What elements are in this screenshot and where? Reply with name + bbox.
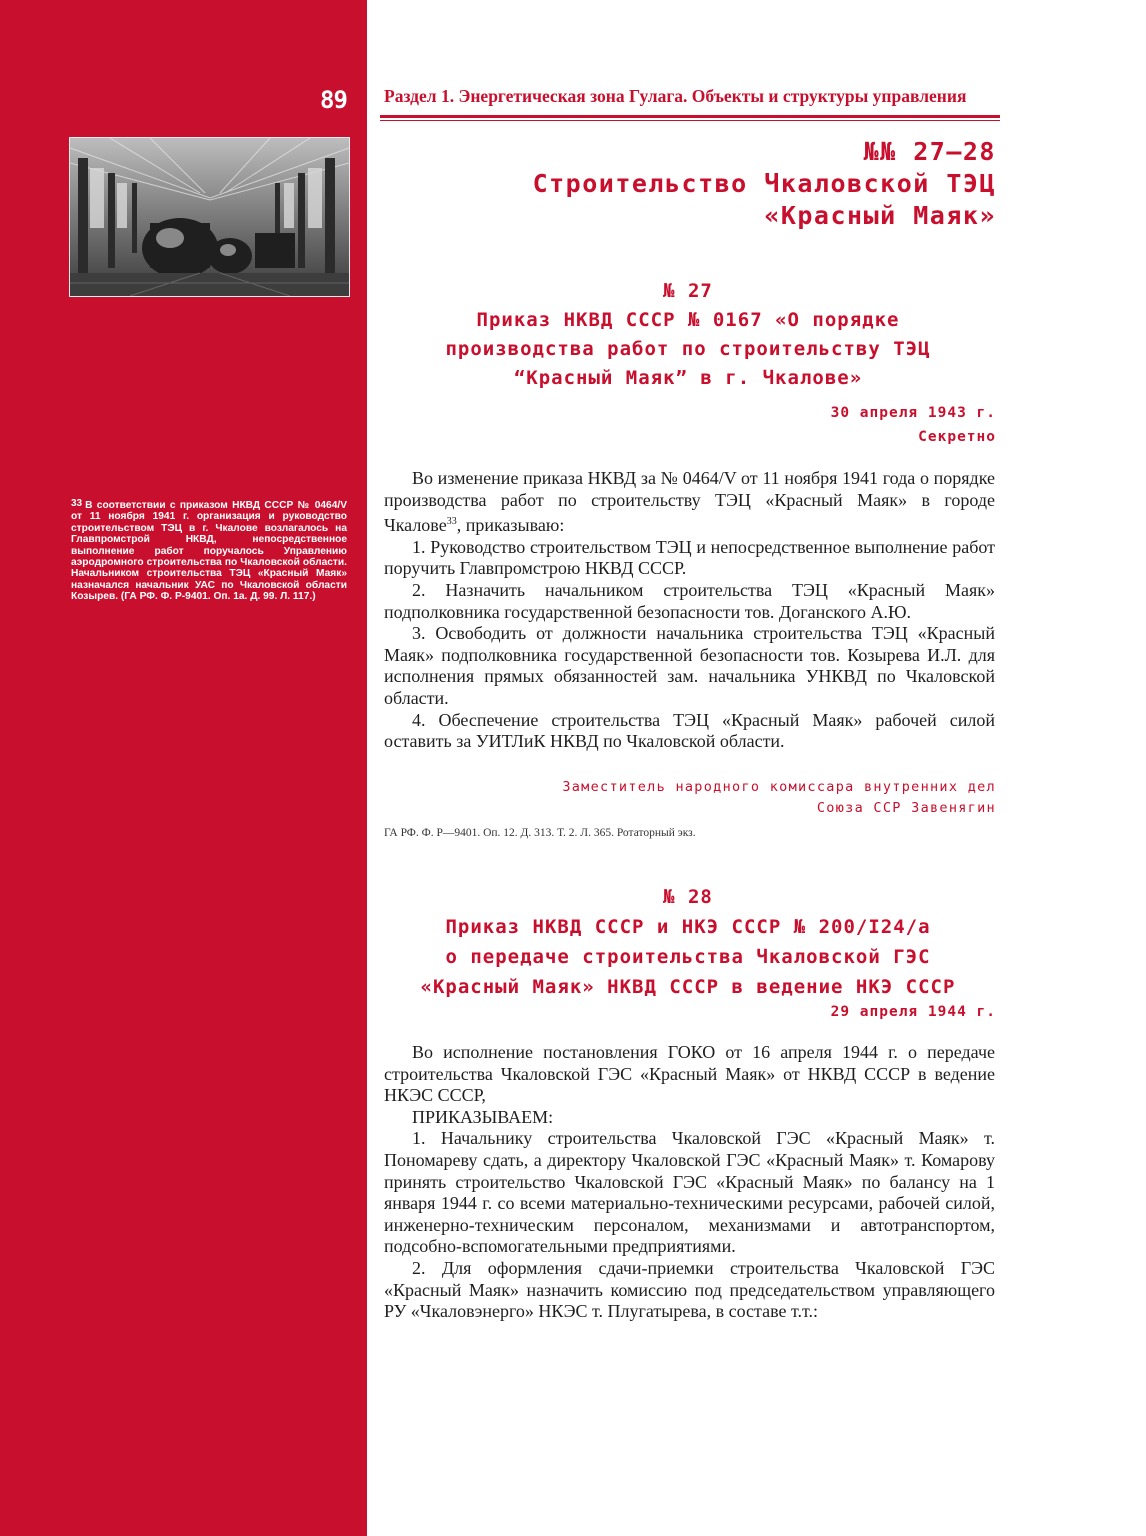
doc27-item-4: 4. Обеспечение строительства ТЭЦ «Красный Маяк» рабочей силой оставить за УИТЛиК НКВД по Чкаловской области. bbox=[384, 709, 995, 752]
doc27-date-block bbox=[380, 401, 996, 449]
doc27-date: 30 апреля 1943 г. bbox=[830, 405, 996, 421]
header-rule-thin bbox=[380, 120, 1000, 121]
doc28-title-line3: «Красный Маяк» НКВД СССР в ведение НКЭ СССР bbox=[420, 976, 956, 998]
doc27-item-2: 2. Назначить начальником строительства ТЭЦ «Красный Маяк» подполковника государственной безопасности тов. Доганского А.Ю. bbox=[384, 579, 995, 622]
doc27-signature bbox=[380, 777, 996, 819]
main-title bbox=[380, 136, 996, 232]
doc28-body bbox=[384, 1042, 995, 1323]
doc28-title-line1: Приказ НКВД СССР и НКЭ СССР № 200/I24/а bbox=[445, 916, 931, 938]
footnote-ref: 33 bbox=[446, 516, 457, 528]
main-title-line2: Строительство Чкаловской ТЭЦ bbox=[532, 169, 996, 198]
doc27-number: № 27 bbox=[663, 280, 713, 302]
doc28-title-line2: о передаче строительства Чкаловской ГЭС bbox=[445, 946, 931, 968]
section-header: Раздел 1. Энергетическая зона Гулага. Объекты и структуры управления bbox=[384, 86, 967, 106]
page-number: 89 bbox=[320, 86, 347, 114]
doc28-paragraph-3: 1. Начальнику строительства Чкаловской ГЭС «Красный Маяк» т. Пономареву сдать, а директору Чкаловской ГЭС «Красный Маяк» т. Комарову принять строительство Чкаловской ГЭС «Красный Маяк» по балансу на 1 января 1944 г. со всеми материально-техническими ресурсами, рабочей силой, инженерно-техническим персоналом, механизмами и автотранспортом, подсобно-вспомогательными предприятиями. bbox=[384, 1128, 995, 1257]
doc27-archive-source: ГА РФ. Ф. Р—9401. Оп. 12. Д. 313. Т. 2. Л. 365. Ротаторный экз. bbox=[384, 827, 696, 839]
doc27-body bbox=[384, 468, 995, 753]
main-title-numbers: №№ 27–28 bbox=[863, 137, 996, 166]
doc27-intro-text: Во изменение приказа НКВД за № 0464/V от 11 ноября 1941 года о порядке производства работ по строительству ТЭЦ «Красный Маяк» в городе Чкалове bbox=[384, 468, 995, 536]
doc27-classification: Секретно bbox=[918, 429, 996, 445]
doc28-number: № 28 bbox=[663, 886, 713, 908]
doc27-title-line2: производства работ по строительству ТЭЦ bbox=[445, 338, 931, 360]
power-plant-turbine-hall-photo bbox=[69, 137, 350, 297]
doc27-heading bbox=[380, 277, 996, 393]
doc27-item-1: 1. Руководство строительством ТЭЦ и непосредственное выполнение работ поручить Главпромстрою НКВД СССР. bbox=[384, 536, 995, 579]
footnote-33 bbox=[71, 500, 347, 603]
doc27-intro-tail: , приказываю: bbox=[456, 515, 565, 536]
main-title-line3: «Красный Маяк» bbox=[764, 201, 996, 230]
doc28-paragraph-1: Во исполнение постановления ГОКО от 16 апреля 1944 г. о передаче строительства Чкаловской ГЭС «Красный Маяк» от НКВД СССР в ведение НКЭС СССР, bbox=[384, 1042, 995, 1106]
doc28-date: 29 апреля 1944 г. bbox=[830, 1004, 996, 1020]
doc27-item-3: 3. Освободить от должности начальника строительства ТЭЦ «Красный Маяк» подполковника государственной безопасности тов. Козырева И.Л. для исполнения прямых обязанностей зам. начальника УНКВД по Чкаловской области. bbox=[384, 623, 995, 708]
header-rule-thick bbox=[380, 115, 1000, 118]
doc28-date-block bbox=[380, 1000, 996, 1024]
doc27-signature-line2: Союза ССР Завенягин bbox=[816, 800, 996, 816]
doc28-paragraph-4: 2. Для оформления сдачи-приемки строительства Чкаловской ГЭС «Красный Маяк» назначить комиссию под председательством управляющего РУ «Чкаловэнерго» НКЭС т. Плугатырева, в составе т.т.: bbox=[384, 1257, 995, 1322]
doc27-signature-line1: Заместитель народного комиссара внутренних дел bbox=[562, 779, 996, 795]
footnote-text: В соответствии с приказом НКВД СССР № 0464/V от 11 ноября 1941 г. организация и руководство строительством ТЭЦ в г. Чкалове возлагалось на Главпромстрой НКВД, непосредственное выполнение работ поручалось Управлению аэродромного строительства по Чкаловской области. Начальником строительства ТЭЦ «Красный Маяк» назначался начальник УАС по Чкаловской области Козырев. (ГА РФ. Ф. Р-9401. Оп. 1а. Д. 99. Л. 117.) bbox=[71, 500, 347, 603]
doc27-title-line3: “Красный Маяк” в г. Чкалове» bbox=[513, 367, 863, 389]
doc27-intro bbox=[384, 468, 995, 537]
doc27-title-line1: Приказ НКВД СССР № 0167 «О порядке bbox=[476, 309, 900, 331]
doc28-heading bbox=[380, 882, 996, 1002]
doc28-paragraph-2: ПРИКАЗЫВАЕМ: bbox=[412, 1106, 554, 1127]
footnote-number: 33 bbox=[71, 498, 83, 509]
